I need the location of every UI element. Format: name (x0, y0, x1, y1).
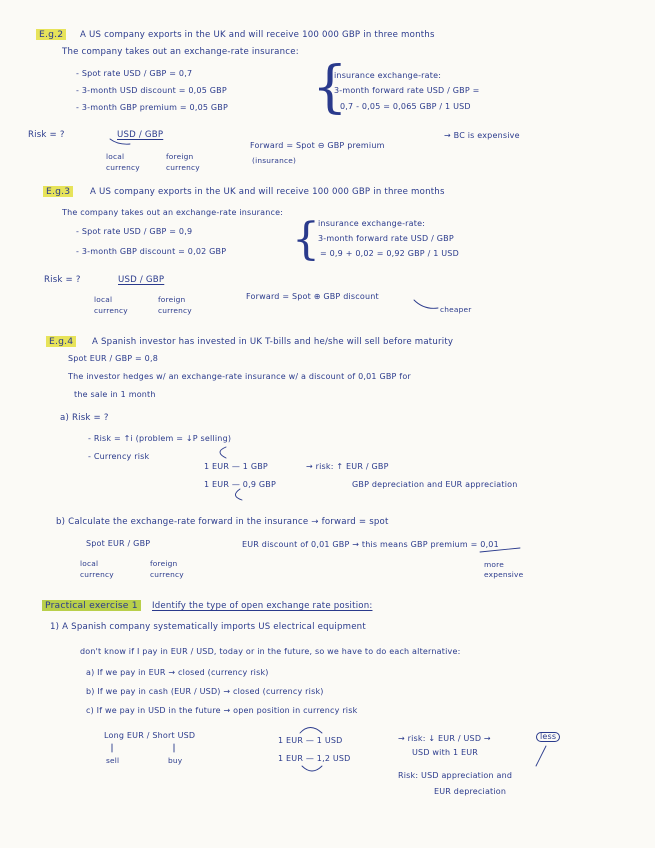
example-3-gbp-discount: - 3-month GBP discount = 0,02 GBP (76, 247, 227, 256)
example-3-risk: Risk = ? (44, 275, 81, 285)
example-3-pair: USD / GBP (118, 275, 165, 285)
example-4-spot: Spot EUR / GBP = 0,8 (68, 354, 159, 363)
example-3-spot: - Spot rate USD / GBP = 0,9 (76, 227, 193, 236)
arrow-curve-icon (110, 139, 130, 144)
brace: { (312, 55, 348, 120)
exercise-question-1b: don't know if I pay in EUR / USD, today or in the future, so we have to do each alternative: (80, 647, 461, 656)
arrow-curve-icon (235, 489, 242, 500)
example-2-insurance-line2: 3-month forward rate USD / GBP = (334, 86, 480, 95)
example-4-spot-pair: Spot EUR / GBP (86, 539, 151, 548)
exercise-option-b: b) If we pay in cash (EUR / USD) → closed (currency risk) (86, 687, 324, 696)
exercise-question-1: 1) A Spanish company systematically imports US electrical equipment (50, 622, 366, 632)
exercise-risk-2: USD with 1 EUR (412, 748, 479, 757)
example-2-spot: - Spot rate USD / GBP = 0,7 (76, 69, 193, 78)
exercise-buy: buy (168, 756, 183, 765)
arrow-down-icon (536, 746, 546, 766)
example-2-title: A US company exports in the UK and will receive 100 000 GBP in three months (80, 30, 435, 40)
example-4-title: A Spanish investor has invested in UK T-bills and he/she will sell before maturity (92, 337, 454, 347)
example-4-currency-risk: - Currency risk (88, 452, 150, 461)
example-2-intro: The company takes out an exchange-rate insurance: (62, 47, 299, 57)
exercise-option-c: c) If we pay in USD in the future → open position in currency risk (86, 706, 358, 715)
example-2-local-currency: local currency (106, 152, 140, 173)
exercise-long-short: Long EUR / Short USD (104, 731, 196, 740)
arrow-curve-icon (480, 548, 520, 552)
example-4-foreign-currency: foreign currency (150, 559, 184, 580)
exercise-risk-3: Risk: USD appreciation and (398, 771, 513, 780)
arrow-curve-icon (300, 728, 322, 734)
example-3-local-currency: local currency (94, 295, 128, 316)
brace: { (292, 214, 320, 265)
example-3-forward: Forward = Spot ⊕ GBP discount (246, 292, 379, 301)
example-4-more-expensive: more expensive (484, 560, 524, 580)
example-2-gbp-premium: - 3-month GBP premium = 0,05 GBP (76, 103, 229, 112)
exercise-risk-4: EUR depreciation (434, 787, 507, 796)
example-4-hedge: The investor hedges w/ an exchange-rate insurance w/ a discount of 0,01 GBP for (68, 372, 411, 381)
arrow-curve-icon (302, 766, 322, 771)
exercise-option-a: a) If we pay in EUR → closed (currency risk) (86, 668, 269, 677)
example-3-insurance-line2: 3-month forward rate USD / GBP (318, 234, 454, 243)
example-2-tag: E.g.2 (36, 29, 66, 40)
example-4-equation-1-risk: → risk: ↑ EUR / GBP (306, 462, 389, 471)
example-4-discount: EUR discount of 0,01 GBP → this means GBP premium = 0,01 (242, 540, 499, 549)
example-2-pair: USD / GBP (117, 130, 164, 140)
example-4-equation-2: 1 EUR — 0,9 GBP (204, 480, 276, 489)
exercise-equation-2: 1 EUR — 1,2 USD (278, 754, 351, 763)
arrow-curve-icon (220, 447, 226, 458)
example-2-forward-sub: (insurance) (252, 156, 297, 165)
arrow-curve-icon (414, 300, 438, 308)
example-3-insurance-line3: = 0,9 + 0,02 = 0,92 GBP / 1 USD (320, 249, 459, 258)
example-4-hedge-line2: the sale in 1 month (74, 390, 156, 399)
example-4-part-b: b) Calculate the exchange-rate forward in the insurance → forward = spot (56, 517, 389, 527)
example-2-forward: Forward = Spot ⊖ GBP premium (250, 141, 385, 150)
exercise-equation-1: 1 EUR — 1 USD (278, 736, 343, 745)
exercise-less: less (536, 732, 560, 742)
example-3-insurance-title: insurance exchange-rate: (318, 219, 426, 228)
example-2-foreign-currency: foreign currency (166, 152, 200, 173)
example-3-intro: The company takes out an exchange-rate insurance: (62, 208, 284, 217)
example-2-insurance-title: insurance exchange-rate: (334, 71, 442, 80)
example-3-foreign-currency: foreign currency (158, 295, 192, 316)
example-2-insurance-line3: 0,7 - 0,05 = 0,065 GBP / 1 USD (340, 102, 471, 111)
example-4-interest-risk: - Risk = ↑i (problem = ↓P selling) (88, 434, 232, 443)
example-2-risk: Risk = ? (28, 130, 65, 140)
example-3-tag: E.g.3 (43, 186, 73, 197)
exercise-risk-1: → risk: ↓ EUR / USD → (398, 734, 491, 743)
example-3-title: A US company exports in the UK and will receive 100 000 GBP in three months (90, 187, 445, 197)
exercise-tag: Practical exercise 1 (42, 600, 141, 611)
exercise-title: Identify the type of open exchange rate position: (152, 601, 373, 611)
example-4-local-currency: local currency (80, 559, 114, 580)
example-2-note: → BC is expensive (444, 131, 520, 140)
example-2-usd-discount: - 3-month USD discount = 0,05 GBP (76, 86, 227, 95)
example-4-tag: E.g.4 (46, 336, 76, 347)
exercise-sell: sell (106, 756, 120, 765)
example-4-equation-1: 1 EUR — 1 GBP (204, 462, 268, 471)
example-4-equation-2-result: GBP depreciation and EUR appreciation (352, 480, 518, 489)
example-3-cheaper: cheaper (440, 305, 472, 314)
example-4-part-a: a) Risk = ? (60, 413, 109, 423)
